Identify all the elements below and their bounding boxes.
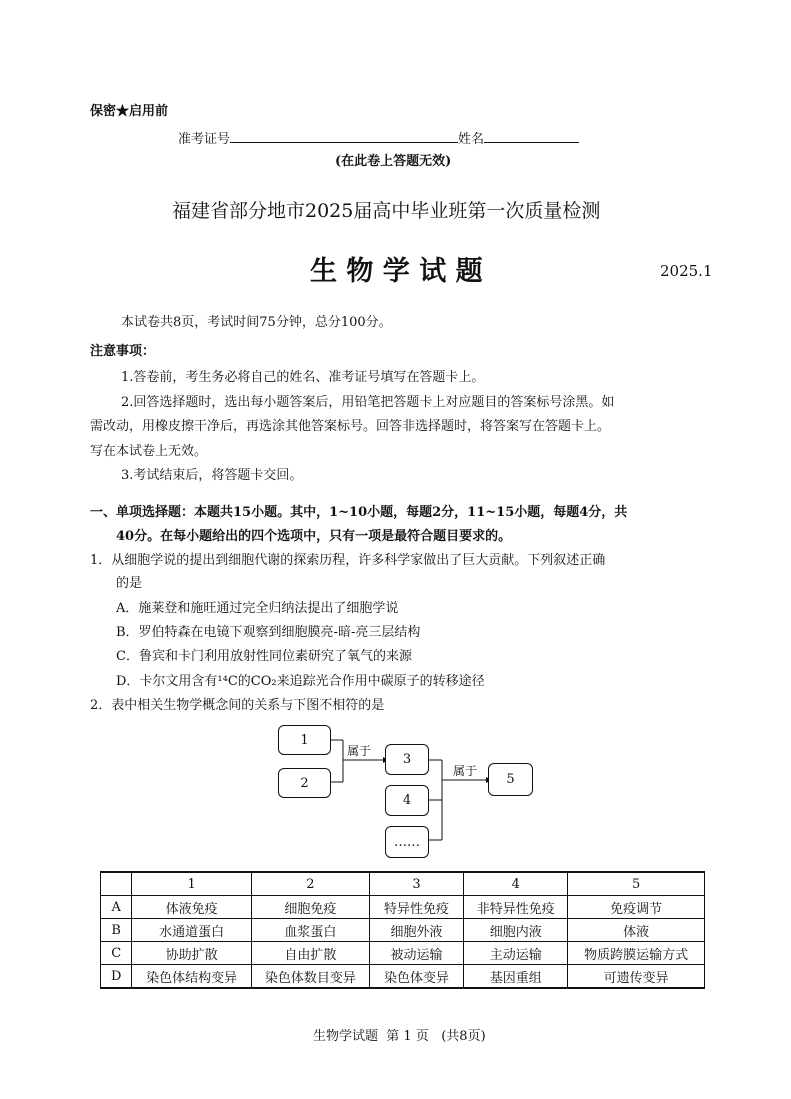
table-cell: 染色体结构变异 <box>132 965 252 989</box>
footer-total: (共8页) <box>441 1029 486 1044</box>
table-cell: 主动运输 <box>464 942 568 965</box>
exam-id-label: 准考证号 <box>178 132 231 147</box>
intro-text: 本试卷共8页，考试时间75分钟，总分100分。 <box>121 315 392 330</box>
subject-title: 生 物 学 试 题 <box>310 256 483 287</box>
table-header-cell: 2 <box>251 872 369 896</box>
table-header-cell: 5 <box>568 872 705 896</box>
diagram-label-belongs: 属于 <box>453 764 478 778</box>
table-cell: 体液 <box>568 919 705 942</box>
question-stem: 1．从细胞学说的提出到细胞代谢的探索历程，许多科学家做出了巨大贡献。下列叙述正确 <box>90 553 606 568</box>
table-cell: 免疫调节 <box>568 896 705 919</box>
table-cell: 血浆蛋白 <box>251 919 369 942</box>
table-cell: 染色体数目变异 <box>251 965 369 989</box>
note-line: 2.回答选择题时，选出每小题答案后，用铅笔把答题卡上对应题目的答案标号涂黑。如 <box>121 395 615 410</box>
table-header-cell: 3 <box>369 872 463 896</box>
exam-id-blank <box>230 130 458 143</box>
note-line: 3.考试结束后，将答题卡交回。 <box>121 468 303 483</box>
note-line: 需改动，用橡皮擦干净后，再选涂其他答案标号。回答非选择题时，将答案写在答题卡上。 <box>90 419 611 434</box>
table-cell: C <box>101 942 132 965</box>
table-row <box>101 896 705 919</box>
name-blank <box>484 130 579 143</box>
invalid-notice: (在此卷上答题无效) <box>335 154 452 169</box>
table-cell: 水通道蛋白 <box>132 919 252 942</box>
diagram-label-belongs: 属于 <box>347 744 372 758</box>
table-cell: 非特异性免疫 <box>464 896 568 919</box>
table-cell: 可遗传变异 <box>568 965 705 989</box>
table-cell: A <box>101 896 132 919</box>
diagram-box-5: 5 <box>488 763 533 796</box>
concept-table <box>100 871 705 989</box>
diagram-box-4: 4 <box>385 785 429 816</box>
option-c: C．鲁宾和卡门利用放射性同位素研究了氧气的来源 <box>116 649 412 664</box>
table-row <box>101 919 705 942</box>
confidential-label: 保密★启用前 <box>90 104 169 119</box>
question-stem-cont: 的是 <box>116 576 143 591</box>
table-cell: 特异性免疫 <box>369 896 463 919</box>
table-header-row <box>101 872 705 896</box>
option-a: A．施莱登和施旺通过完全归纳法提出了细胞学说 <box>116 601 399 616</box>
table-row <box>101 942 705 965</box>
table-cell: 细胞内液 <box>464 919 568 942</box>
diagram-box-3: 3 <box>385 744 429 775</box>
table-row <box>101 965 705 989</box>
option-b: B．罗伯特森在电镜下观察到细胞膜亮-暗-亮三层结构 <box>116 625 421 640</box>
table-cell: 染色体变异 <box>369 965 463 989</box>
footer-page: 第 1 页 <box>386 1029 429 1044</box>
exam-id-row <box>178 128 579 147</box>
concept-diagram <box>270 720 540 865</box>
notes-heading: 注意事项： <box>90 344 156 359</box>
name-label: 姓名 <box>458 132 485 147</box>
exam-date: 2025.1 <box>660 262 713 280</box>
diagram-box-2: 2 <box>278 768 331 798</box>
table-header-cell: 1 <box>132 872 252 896</box>
footer-subject: 生物学试题 <box>313 1029 379 1044</box>
option-d: D．卡尔文用含有¹⁴C的CO₂来追踪光合作用中碳原子的转移途径 <box>116 674 485 689</box>
section-heading-cont: 40分。在每小题给出的四个选项中，只有一项是最符合题目要求的。 <box>116 529 512 544</box>
table-header-cell <box>101 872 132 896</box>
note-line: 写在本试卷上无效。 <box>90 444 208 459</box>
table-cell: 被动运输 <box>369 942 463 965</box>
table-cell: 自由扩散 <box>251 942 369 965</box>
question-stem: 2．表中相关生物学概念间的关系与下图不相符的是 <box>90 698 385 713</box>
table-cell: 体液免疫 <box>132 896 252 919</box>
table-header-cell: 4 <box>464 872 568 896</box>
table-cell: 细胞外液 <box>369 919 463 942</box>
table-cell: 协助扩散 <box>132 942 252 965</box>
table-cell: B <box>101 919 132 942</box>
section-heading: 一、单项选择题：本题共15小题。其中，1~10小题，每题2分，11~15小题，每题4分，共 <box>90 505 628 520</box>
diagram-box-etc: …… <box>385 826 429 858</box>
page-footer <box>313 1025 486 1044</box>
exam-title: 福建省部分地市2025届高中毕业班第一次质量检测 <box>172 200 601 222</box>
table-cell: D <box>101 965 132 989</box>
table-cell: 细胞免疫 <box>251 896 369 919</box>
table-cell: 物质跨膜运输方式 <box>568 942 705 965</box>
diagram-box-1: 1 <box>278 725 331 755</box>
note-line: 1.答卷前，考生务必将自己的姓名、准考证号填写在答题卡上。 <box>121 370 485 385</box>
table-cell: 基因重组 <box>464 965 568 989</box>
